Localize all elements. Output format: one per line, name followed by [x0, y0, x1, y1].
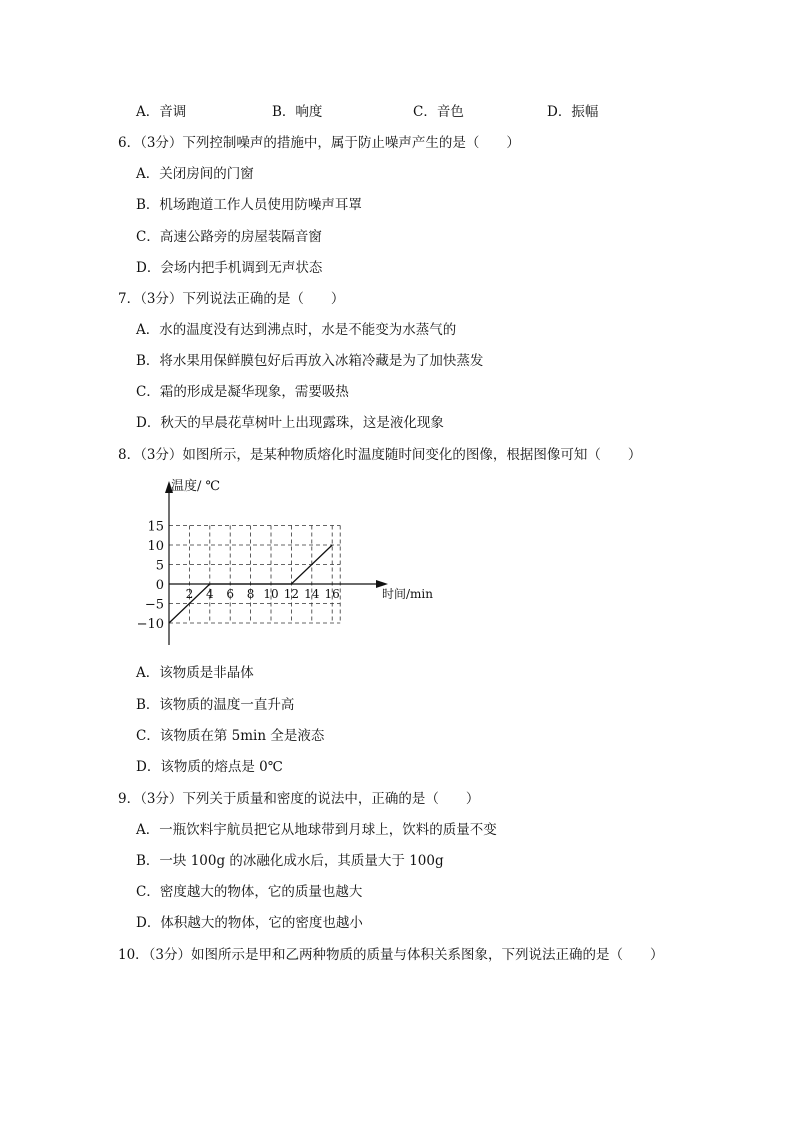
q10-stem: 10．（3分）如图所示是甲和乙两种物质的质量与体积关系图象，下列说法正确的是（ ）	[118, 947, 664, 963]
q9-option-a[interactable]: A．一瓶饮料宇航员把它从地球带到月球上，饮料的质量不变	[136, 822, 497, 838]
x-tick-label: 2	[185, 587, 194, 601]
q6-option-c[interactable]: C．高速公路旁的房屋装隔音窗	[136, 229, 322, 245]
q9-option-d[interactable]: D．体积越大的物体，它的密度也越小	[136, 915, 363, 931]
x-axis-label: 时间/min	[382, 587, 433, 601]
y-axis-label: 温度/ ℃	[171, 479, 221, 494]
chart-grid	[169, 526, 340, 624]
y-tick-label: 0	[155, 578, 164, 593]
y-tick-label: 5	[155, 558, 164, 574]
y-tick-label: −5	[144, 597, 164, 613]
x-tick-label: 10	[263, 587, 279, 601]
q7-option-b[interactable]: B．将水果用保鲜膜包好后再放入冰箱冷藏是为了加快蒸发	[136, 353, 484, 369]
x-tick-label: 14	[304, 587, 320, 601]
chart-ticks	[137, 520, 340, 633]
q7-option-d[interactable]: D．秋天的早晨花草树叶上出现露珠，这是液化现象	[136, 415, 444, 431]
q9-option-c[interactable]: C．密度越大的物体，它的质量也越大	[136, 884, 363, 900]
q7-stem: 7．（3分）下列说法正确的是（ ）	[118, 291, 345, 307]
q8-option-d[interactable]: D．该物质的熔点是 0℃	[136, 759, 283, 775]
q5-options	[136, 103, 656, 121]
q9-stem: 9．（3分）下列关于质量和密度的说法中，正确的是（ ）	[118, 791, 480, 807]
melting-curve-chart	[136, 475, 456, 655]
y-tick-label: −10	[136, 617, 164, 632]
q8-stem: 8．（3分）如图所示，是某种物质熔化时温度随时间变化的图像，根据图像可知（ ）	[118, 447, 642, 463]
x-tick-label: 8	[246, 587, 255, 601]
x-tick-label: 16	[324, 587, 340, 601]
q5-option-c[interactable]: C．音色	[413, 104, 464, 120]
x-tick-label: 12	[283, 587, 300, 601]
y-tick-label: 15	[147, 519, 164, 535]
q5-option-b[interactable]: B．响度	[272, 104, 323, 120]
y-tick-label: 10	[147, 539, 164, 554]
q5-option-a[interactable]: A．音调	[136, 104, 187, 120]
chart-axes	[165, 481, 388, 645]
q6-stem: 6．（3分）下列控制噪声的措施中，属于防止噪声产生的是（ ）	[118, 135, 520, 151]
q7-option-a[interactable]: A．水的温度没有达到沸点时，水是不能变为水蒸气的	[136, 322, 457, 338]
x-tick-label: 4	[205, 587, 214, 601]
q7-option-c[interactable]: C．霜的形成是凝华现象，需要吸热	[136, 384, 349, 400]
q9-option-b[interactable]: B．一块 100g 的冰融化成水后，其质量大于 100g	[136, 853, 444, 869]
q8-option-b[interactable]: B．该物质的温度一直升高	[136, 697, 295, 713]
q6-option-d[interactable]: D．会场内把手机调到无声状态	[136, 260, 323, 276]
x-tick-label: 6	[226, 587, 235, 601]
q5-option-d[interactable]: D．振幅	[547, 104, 599, 120]
q8-option-c[interactable]: C．该物质在第 5min 全是液态	[136, 728, 325, 744]
q8-option-a[interactable]: A．该物质是非晶体	[136, 665, 254, 681]
q6-option-b[interactable]: B．机场跑道工作人员使用防噪声耳罩	[136, 197, 362, 213]
q6-option-a[interactable]: A．关闭房间的门窗	[136, 166, 254, 182]
